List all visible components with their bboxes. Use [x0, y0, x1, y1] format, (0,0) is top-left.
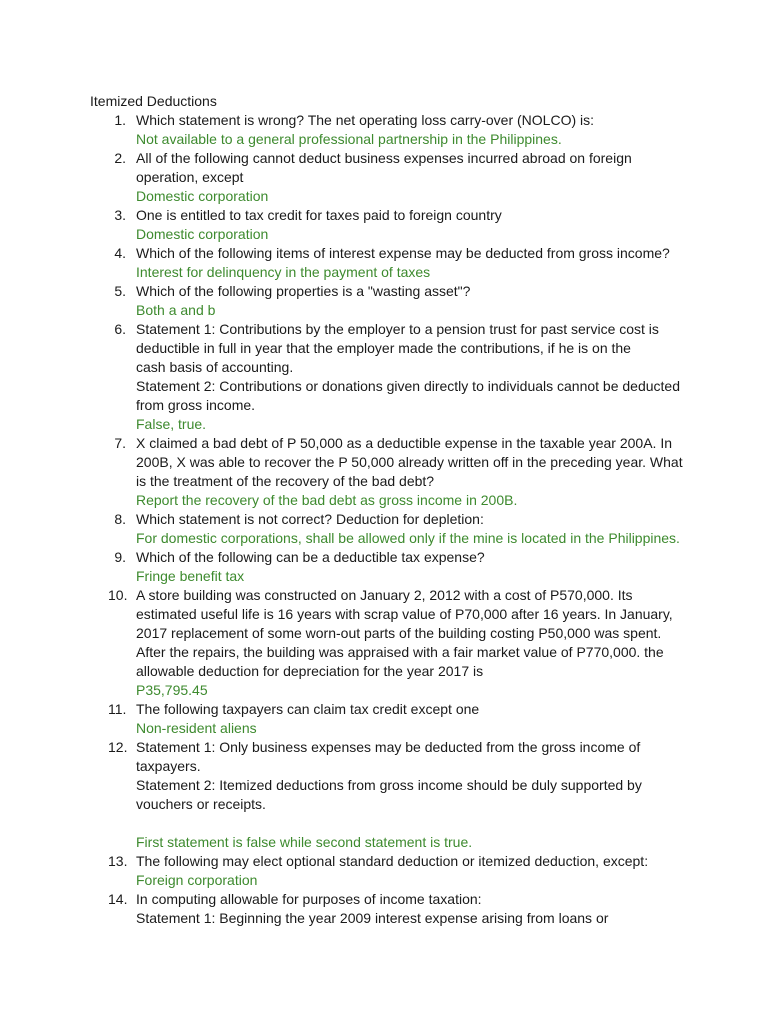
question-text: Statement 2: Contributions or donations given directly to individuals cannot be deducted [136, 378, 681, 394]
question-number: 8. [114, 511, 126, 527]
answer-text: Domestic corporation [136, 188, 269, 204]
question-text: Statement 1: Only business expenses may be deducted from the gross income of [136, 739, 641, 755]
question-text: allowable deduction for depreciation for the year 2017 is [136, 663, 484, 679]
question-text: estimated useful life is 16 years with scrap value of P70,000 after 16 years. In January, [136, 606, 673, 622]
question-number: 11. [108, 701, 127, 717]
answer-text: Not available to a general professional partnership in the Philippines. [136, 131, 562, 147]
question-number: 3. [114, 207, 126, 223]
answer-text: Interest for delinquency in the payment of taxes [136, 264, 431, 280]
question-number: 10. [108, 587, 128, 603]
question-number: 14. [108, 891, 128, 907]
question-number: 7. [114, 435, 126, 451]
question-text: deductible in full in year that the employer made the contributions, if he is on the [136, 340, 631, 356]
question-text: from gross income. [136, 397, 256, 413]
question-text: Which statement is not correct? Deduction for depletion: [136, 511, 484, 527]
question-text: X claimed a bad debt of P 50,000 as a deductible expense in the taxable year 200A. In [136, 435, 673, 451]
question-text: Statement 1: Beginning the year 2009 interest expense arising from loans or [136, 910, 609, 926]
answer-text: Domestic corporation [136, 226, 269, 242]
question-number: 1. [114, 112, 126, 128]
question-text: is the treatment of the recovery of the bad debt? [136, 473, 435, 489]
answer-text: Fringe benefit tax [136, 568, 245, 584]
question-text: Which of the following can be a deductible tax expense? [136, 549, 485, 565]
question-text: operation, except [136, 169, 244, 185]
question-text: Statement 2: Itemized deductions from gross income should be duly supported by [136, 777, 642, 793]
question-text: After the repairs, the building was appraised with a fair market value of P770,000. the [136, 644, 664, 660]
question-number: 13. [108, 853, 128, 869]
answer-text: Both a and b [136, 302, 216, 318]
question-text: The following taxpayers can claim tax credit except one [136, 701, 480, 717]
question-text: The following may elect optional standard deduction or itemized deduction, except: [136, 853, 649, 869]
question-text: 2017 replacement of some worn-out parts of the building costing P50,000 was spent. [136, 625, 662, 641]
question-text: Statement 1: Contributions by the employer to a pension trust for past service cost is [136, 321, 659, 337]
question-number: 5. [114, 283, 126, 299]
question-text: Which of the following properties is a "wasting asset"? [136, 283, 471, 299]
question-number: 2. [114, 150, 126, 166]
question-text: taxpayers. [136, 758, 201, 774]
answer-text: For domestic corporations, shall be allowed only if the mine is located in the Philippines. [136, 530, 680, 546]
answer-text: First statement is false while second statement is true. [136, 834, 473, 850]
question-number: 6. [114, 321, 126, 337]
question-text [136, 814, 688, 833]
question-text: A store building was constructed on January 2, 2012 with a cost of P570,000. Its [136, 587, 633, 603]
answer-text: Non-resident aliens [136, 720, 257, 736]
question-text: One is entitled to tax credit for taxes paid to foreign country [136, 207, 502, 223]
question-text: cash basis of accounting. [136, 359, 294, 375]
question-text: Which statement is wrong? The net operating loss carry-over (NOLCO) is: [136, 112, 595, 128]
question-text: Which of the following items of interest expense may be deducted from gross income? [136, 245, 670, 261]
question-number: 4. [114, 245, 126, 261]
question-number: 12. [108, 739, 128, 755]
question-text: In computing allowable for purposes of income taxation: [136, 891, 482, 907]
answer-text: P35,795.45 [136, 682, 208, 698]
answer-text: Foreign corporation [136, 872, 258, 888]
answer-text: False, true. [136, 416, 207, 432]
question-text: All of the following cannot deduct business expenses incurred abroad on foreign [136, 150, 632, 166]
question-text: 200B, X was able to recover the P 50,000 already written off in the preceding year. What [136, 454, 683, 470]
question-text: vouchers or receipts. [136, 796, 266, 812]
page-title: Itemized Deductions [90, 93, 217, 109]
answer-text: Report the recovery of the bad debt as gross income in 200B. [136, 492, 518, 508]
question-number: 9. [114, 549, 126, 565]
